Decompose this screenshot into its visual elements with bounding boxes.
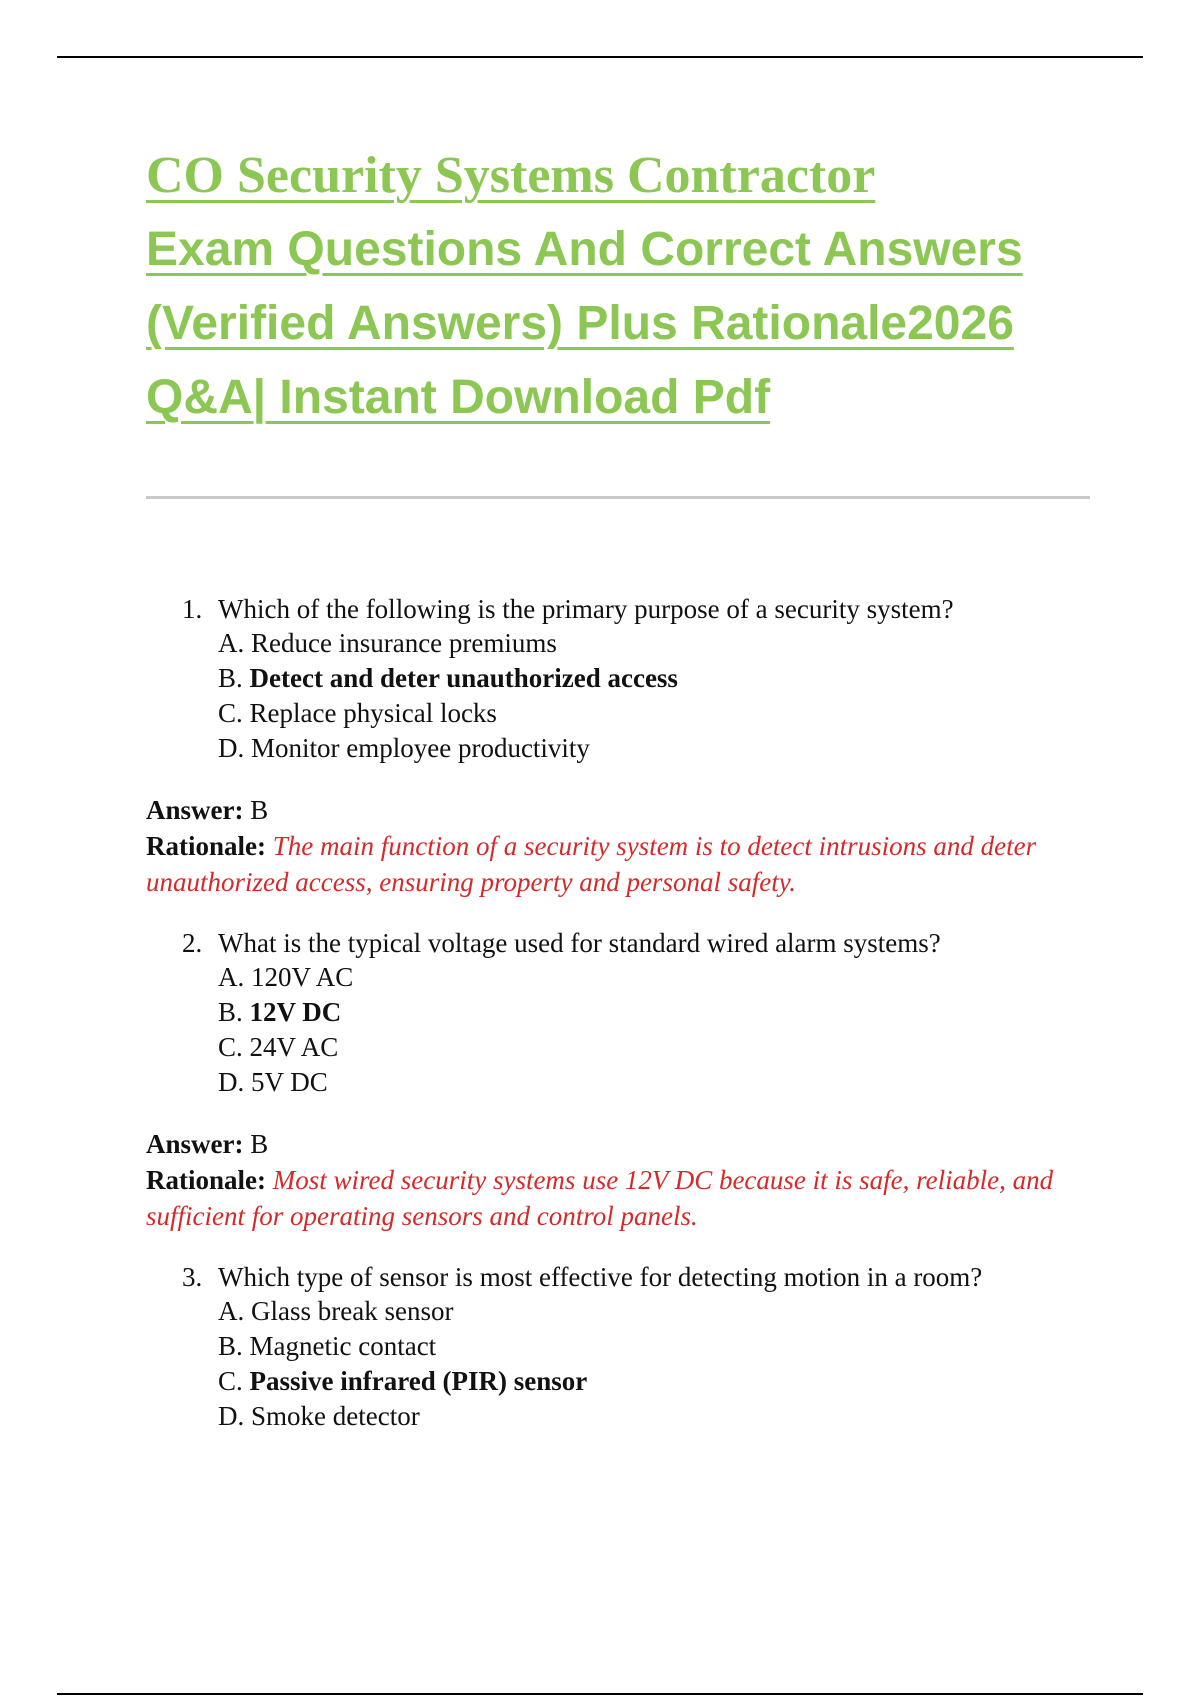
question-1 bbox=[146, 592, 1086, 900]
option-letter: A. bbox=[218, 962, 245, 992]
option-text: 12V DC bbox=[249, 997, 342, 1027]
option-letter: B. bbox=[218, 1331, 243, 1361]
option-c-correct bbox=[218, 1364, 1086, 1399]
rationale-label: Rationale: bbox=[146, 1165, 266, 1195]
title-line-4[interactable]: Q&A| Instant Download Pdf bbox=[146, 371, 771, 424]
bottom-rule bbox=[57, 1693, 1143, 1695]
option-d bbox=[218, 1065, 1086, 1100]
option-a bbox=[218, 626, 1086, 661]
option-b-correct bbox=[218, 995, 1086, 1030]
option-text: 24V AC bbox=[249, 1032, 339, 1062]
option-text: Monitor employee productivity bbox=[251, 733, 590, 763]
rationale-text: Most wired security systems use 12V DC because it is safe, reliable, and sufficient for operating sensors and control panels. bbox=[146, 1165, 1054, 1231]
option-letter: C. bbox=[218, 698, 243, 728]
rationale-text: The main function of a security system is to detect intrusions and deter unauthorized access, ensuring property and personal safety. bbox=[146, 831, 1037, 897]
option-d bbox=[218, 1399, 1086, 1434]
question-stem: Which of the following is the primary purpose of a security system? bbox=[218, 594, 954, 624]
option-text: Replace physical locks bbox=[249, 698, 497, 728]
answer-line bbox=[146, 792, 1086, 828]
option-b bbox=[218, 1329, 1086, 1364]
option-text: Detect and deter unauthorized access bbox=[249, 663, 678, 693]
question-stem: What is the typical voltage used for standard wired alarm systems? bbox=[218, 928, 941, 958]
question-stem: Which type of sensor is most effective for detecting motion in a room? bbox=[218, 1262, 983, 1292]
option-letter: D. bbox=[218, 1401, 245, 1431]
option-letter: B. bbox=[218, 997, 243, 1027]
title-line-1[interactable]: CO Security Systems Contractor bbox=[146, 147, 876, 204]
question-2 bbox=[146, 926, 1086, 1234]
answer-label: Answer: bbox=[146, 795, 244, 825]
option-letter: A. bbox=[218, 628, 245, 658]
top-rule bbox=[57, 56, 1143, 58]
document-title[interactable] bbox=[146, 147, 1086, 446]
title-divider bbox=[146, 496, 1090, 499]
option-text: Smoke detector bbox=[251, 1401, 420, 1431]
option-text: 120V AC bbox=[251, 962, 354, 992]
rationale bbox=[146, 1162, 1086, 1234]
option-text: Glass break sensor bbox=[251, 1296, 454, 1326]
option-c bbox=[218, 696, 1086, 731]
option-a bbox=[218, 960, 1086, 995]
option-list bbox=[146, 960, 1086, 1100]
question-number: 2. bbox=[182, 928, 203, 958]
option-d bbox=[218, 731, 1086, 766]
option-letter: D. bbox=[218, 733, 245, 763]
title-line-2[interactable]: Exam Questions And Correct Answers bbox=[146, 223, 1023, 276]
rationale-label: Rationale: bbox=[146, 831, 266, 861]
option-list bbox=[146, 626, 1086, 766]
option-list bbox=[146, 1294, 1086, 1434]
question-3 bbox=[146, 1260, 1086, 1434]
option-letter: C. bbox=[218, 1366, 243, 1396]
question-number: 1. bbox=[182, 594, 203, 624]
answer-line bbox=[146, 1126, 1086, 1162]
title-line-3[interactable]: (Verified Answers) Plus Rationale2026 bbox=[146, 297, 1014, 350]
answer-value: B bbox=[250, 795, 269, 825]
option-text: Magnetic contact bbox=[249, 1331, 437, 1361]
question-list bbox=[146, 592, 1086, 1434]
option-text: Passive infrared (PIR) sensor bbox=[249, 1366, 588, 1396]
question-text bbox=[146, 1260, 1086, 1294]
option-letter: C. bbox=[218, 1032, 243, 1062]
option-b-correct bbox=[218, 661, 1086, 696]
rationale bbox=[146, 828, 1086, 900]
option-text: Reduce insurance premiums bbox=[251, 628, 557, 658]
question-text bbox=[146, 592, 1086, 626]
option-c bbox=[218, 1030, 1086, 1065]
option-letter: A. bbox=[218, 1296, 245, 1326]
answer-value: B bbox=[250, 1129, 269, 1159]
question-text bbox=[146, 926, 1086, 960]
option-letter: D. bbox=[218, 1067, 245, 1097]
answer-label: Answer: bbox=[146, 1129, 244, 1159]
option-a bbox=[218, 1294, 1086, 1329]
option-letter: B. bbox=[218, 663, 243, 693]
question-number: 3. bbox=[182, 1262, 203, 1292]
option-text: 5V DC bbox=[251, 1067, 328, 1097]
